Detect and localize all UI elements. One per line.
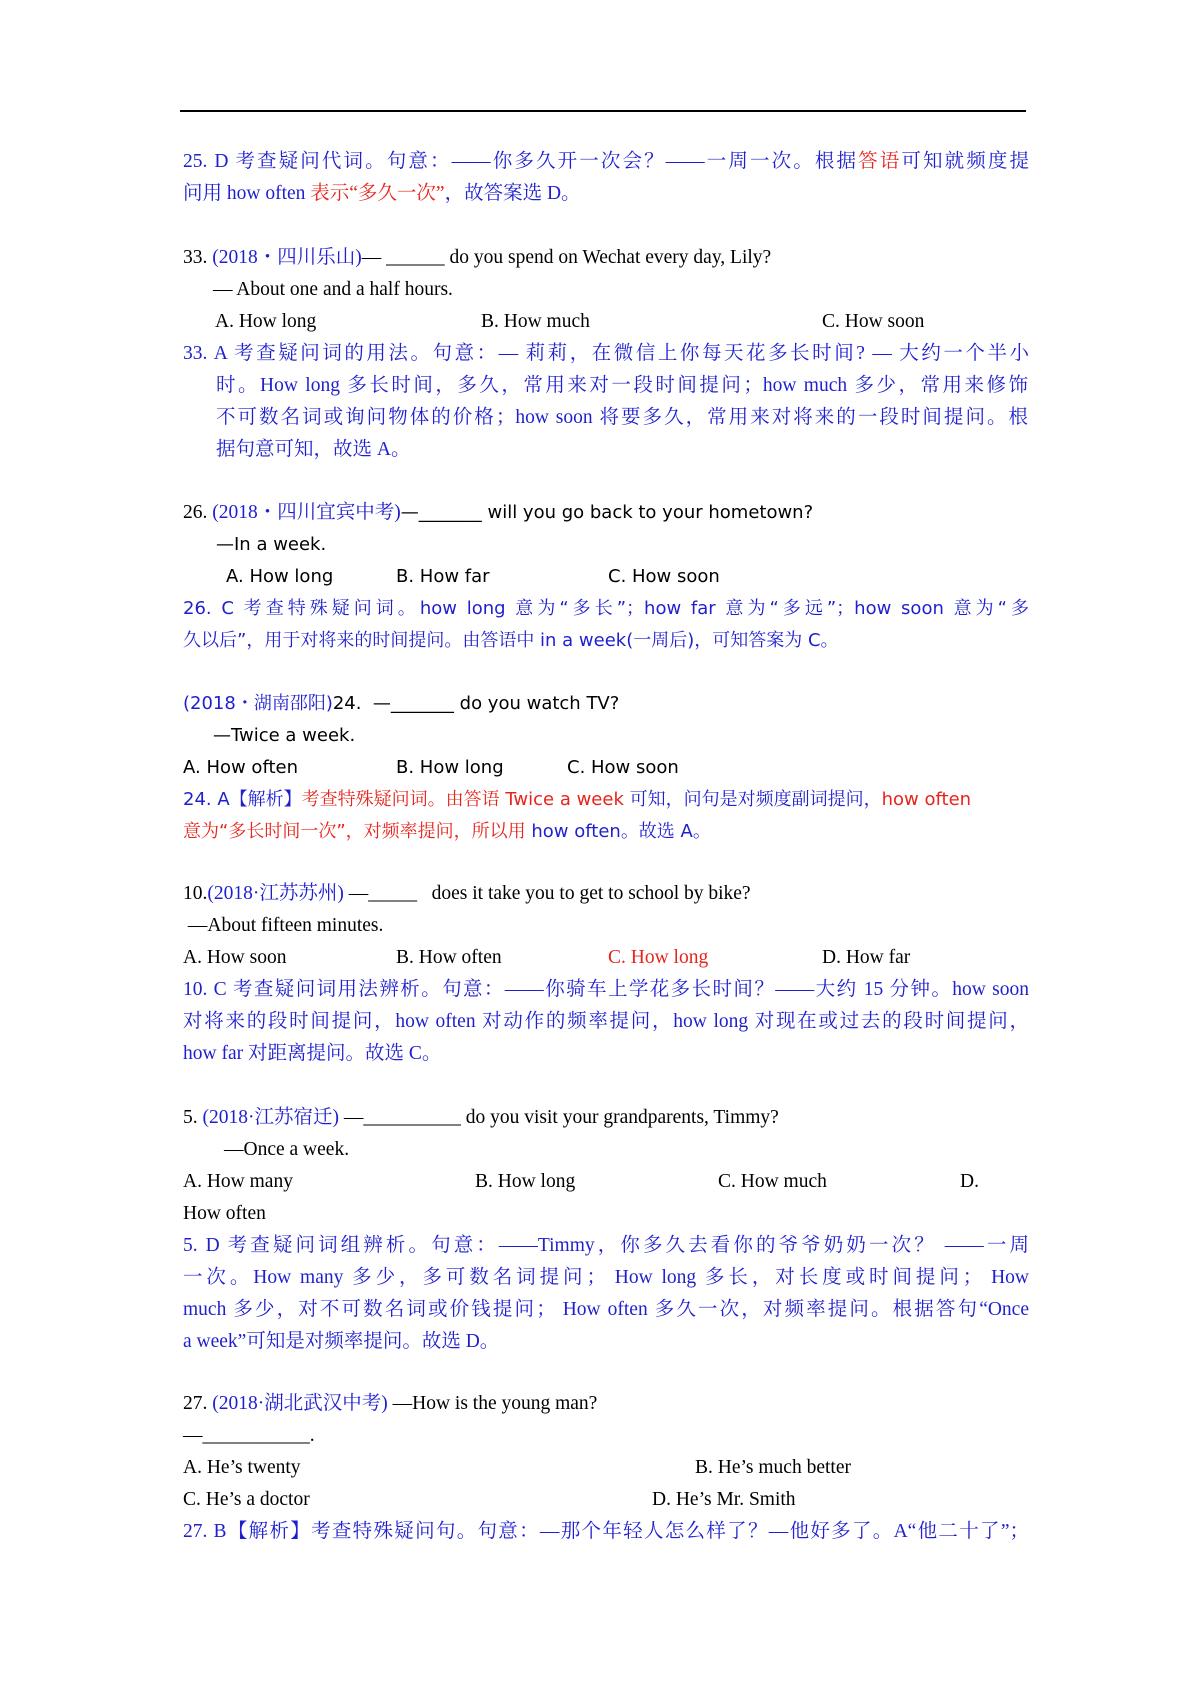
q10-option-b: B. How often [396, 947, 502, 968]
q5-answer-line-2: 一次。How many 多少，多可数名词提问； How long 多长，对长度或时间提问； How [183, 1267, 1029, 1288]
q10-option-a: A. How soon [183, 947, 287, 968]
q24-option-c: C. How soon [567, 757, 679, 778]
q10-reply: —About fifteen minutes. [183, 915, 384, 936]
q5-answer-line-4: a week”可知是对频率提问。故选 D。 [183, 1331, 500, 1352]
q10-answer-line-1: 10. C 考查疑问词用法辨析。句意：——你骑车上学花多长时间？——大约 15 分钟。how soon [183, 979, 1029, 1000]
q27-stem: 27. (2018·湖北武汉中考) —How is the young man? [183, 1393, 598, 1414]
q26-option-b: B. How far [396, 566, 490, 587]
q5-option-a: A. How many [183, 1171, 293, 1192]
q26-answer-line-1: 26. C 考查特殊疑问词。how long 意为“多长”；how far 意为“多远”；how soon 意为“多 [183, 598, 1029, 619]
q5-answer-line-3: much 多少，对不可数名词或价钱提问； How often 多久一次，对频率提问。根据答句“Once [183, 1299, 1029, 1320]
q10-answer-line-3: how far 对距离提问。故选 C。 [183, 1043, 442, 1064]
q24-answer-line-2: 意为“多长时间一次”，对频率提问，所以用 how often。故选 A。 [183, 821, 711, 842]
q24-answer-line-1: 24. A【解析】考查特殊疑问词。由答语 Twice a week 可知，问句是对频度副词提问，how often [183, 789, 972, 810]
q26-stem: 26. (2018・四川宜宾中考)—_______ will you go back to your hometown? [183, 502, 814, 523]
q10-option-d: D. How far [822, 947, 911, 968]
q27-option-c: C. He’s a doctor [183, 1489, 310, 1510]
q25-answer-line-1: 25. D 考查疑问代词。句意：——你多久开一次会？——一周一次。根据答语可知就频度提 [183, 151, 1029, 172]
q25-answer-line-2: 问用 how often 表示“多久一次”，故答案选 D。 [183, 183, 581, 204]
q33-reply: — About one and a half hours. [213, 279, 453, 300]
q10-stem: 10.(2018·江苏苏州) —_____ does it take you to get to school by bike? [183, 883, 751, 904]
q24-option-b: B. How long [396, 757, 504, 778]
q24-reply: —Twice a week. [213, 725, 356, 746]
q26-option-c: C. How soon [608, 566, 720, 587]
q5-reply: —Once a week. [224, 1139, 350, 1160]
q27-option-d: D. He’s Mr. Smith [652, 1489, 796, 1510]
q24-option-a: A. How often [183, 757, 299, 778]
header-rule [180, 110, 1026, 112]
q33-answer-line-3: 不可数名词或询问物体的价格；how soon 将要多久，常用来对将来的一段时间提问。根 [216, 407, 1028, 428]
q26-option-a: A. How long [226, 566, 334, 587]
q5-answer-line-1: 5. D 考查疑问词组辨析。句意：——Timmy，你多久去看你的爷爷奶奶一次？ ——一周 [183, 1235, 1029, 1256]
q33-option-b: B. How much [481, 311, 590, 332]
q33-option-c: C. How soon [822, 311, 925, 332]
q10-option-c: C. How long [608, 947, 709, 968]
q24-stem: (2018・湖南邵阳)24. —_______ do you watch TV? [183, 693, 620, 714]
q27-option-b: B. He’s much better [695, 1457, 851, 1478]
q5-option-b: B. How long [475, 1171, 576, 1192]
q26-reply: —In a week. [216, 534, 327, 555]
q5-stem: 5. (2018·江苏宿迁) —__________ do you visit your grandparents, Timmy? [183, 1107, 779, 1128]
q10-answer-line-2: 对将来的段时间提问，how often 对动作的频率提问，how long 对现在或过去的段时间提问， [183, 1011, 1029, 1032]
q33-option-a: A. How long [215, 311, 317, 332]
q33-stem: 33. (2018・四川乐山)— ______ do you spend on Wechat every day, Lily? [183, 247, 772, 268]
q27-answer-line-1: 27. B【解析】考查特殊疑问句。句意：—那个年轻人怎么样了？—他好多了。A“他二十了”； [183, 1521, 1029, 1542]
q27-option-a: A. He’s twenty [183, 1457, 301, 1478]
q5-option-c: C. How much [718, 1171, 827, 1192]
q5-option-d-text: How often [183, 1203, 266, 1224]
q26-answer-line-2: 久以后”，用于对将来的时间提问。由答语中 in a week(一周后)，可知答案为 C。 [183, 630, 839, 651]
q27-answer-blank: —___________. [183, 1425, 315, 1446]
q5-option-d-letter: D. [960, 1171, 979, 1192]
q33-answer-line-2: 时。How long 多长时间，多久，常用来对一段时间提问；how much 多少，常用来修饰 [216, 375, 1028, 396]
q33-answer-line-1: 33. A 考查疑问词的用法。句意：— 莉莉，在微信上你每天花多长时间? — 大约一个半小 [183, 343, 1029, 364]
q33-answer-line-4: 据句意可知，故选 A。 [216, 439, 411, 460]
